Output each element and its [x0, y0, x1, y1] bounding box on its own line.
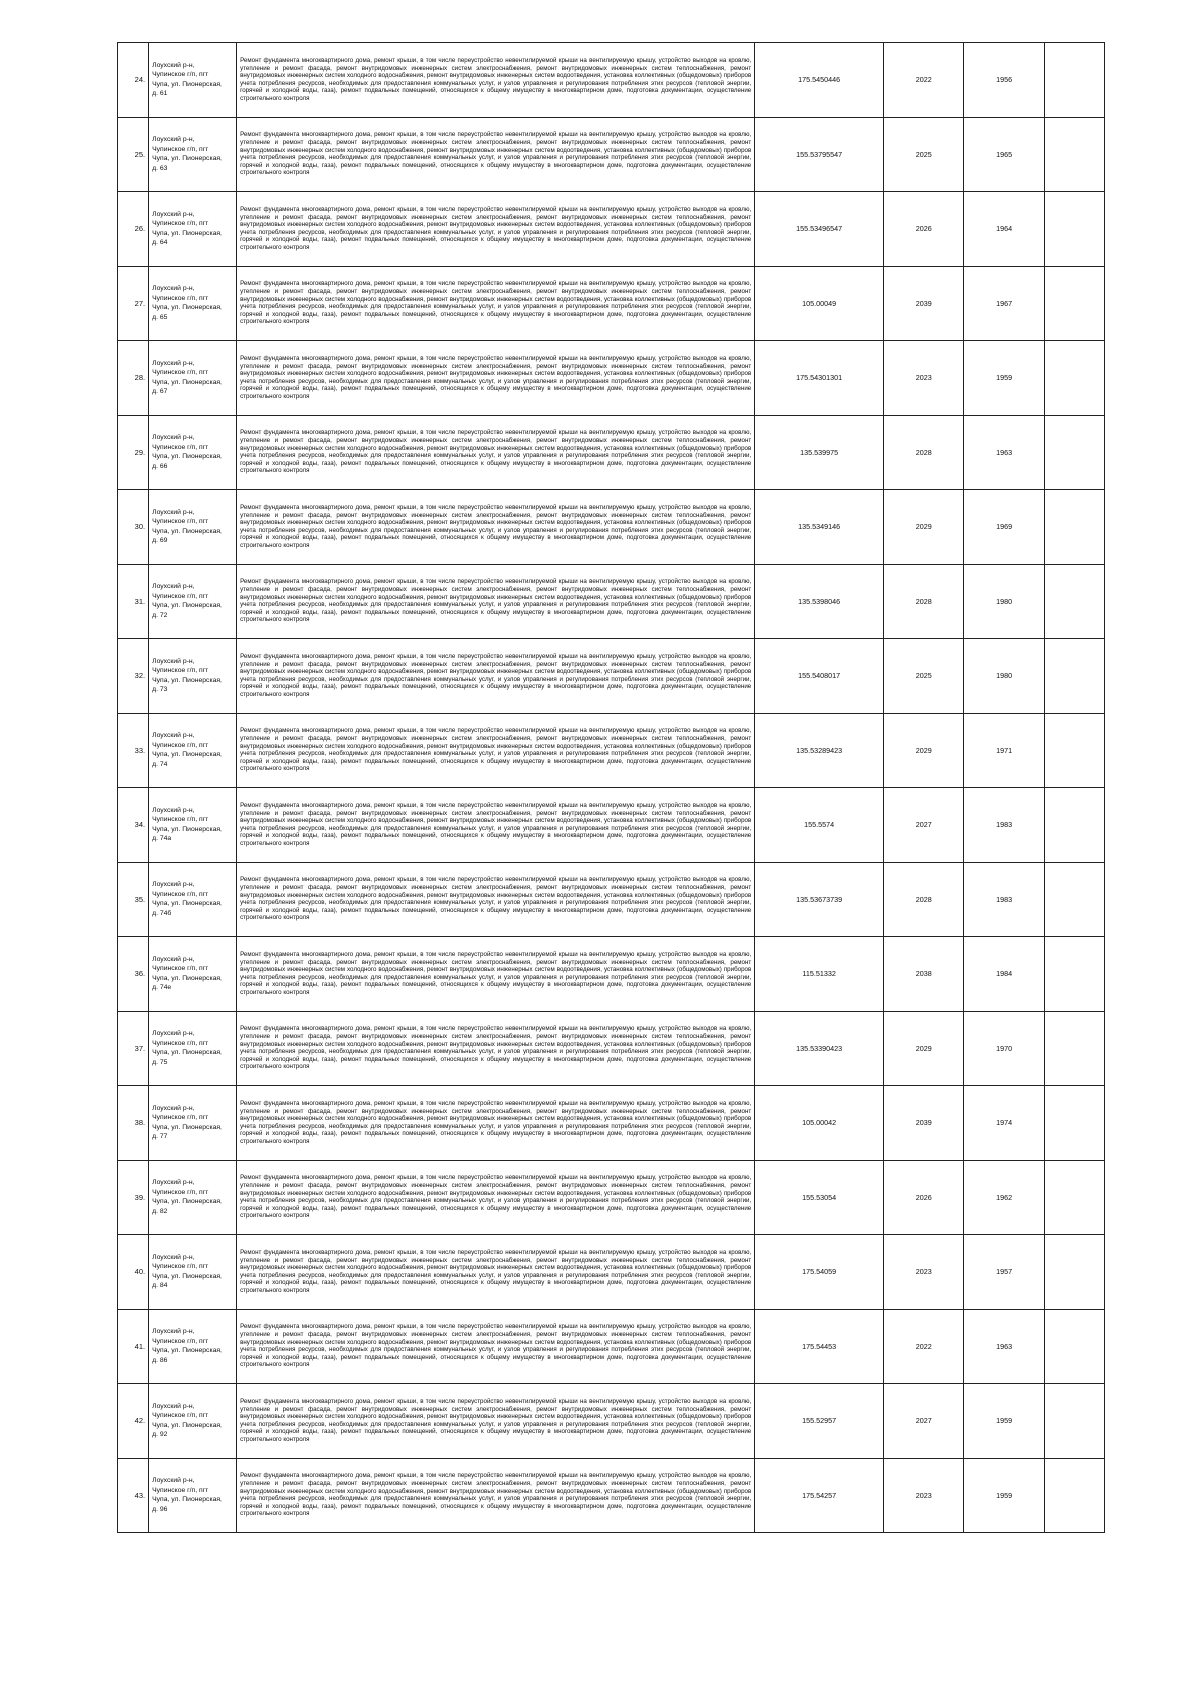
address-line: Лоухский р-н, — [152, 136, 195, 144]
address-line: Чупинское г/п, пгт — [152, 443, 209, 451]
work-description-cell: Ремонт фундамента многоквартирного дома, ремонт крыши, в том числе переустройство невентилируемой крыши на вентилируемую крышу, устройство выходов на кровлю, утепление и ремонт фасада, ремонт внутридомовых инженерных систем электроснабжения, ремонт внутридомовых инженерных систем теплоснабжения, ремонт внутридомовых инженерных систем холодного водоснабжения, ремонт внутридомовых инженерных систем водоотведения, установка коллективных (общедомовых) приборов учета потребления ресурсов, необходимых для предоставления коммунальных услуг, и узлов управления и регулирования потребления этих ресурсов (тепловой энергии, горячей и холодной воды, газа), ремонт подвальных помещений, относящихся к общему имуществу в многоквартирном доме, подготовка документации, осуществление строительного контроля — [237, 564, 755, 639]
address-cell — [149, 1235, 237, 1310]
address-line: Чупинское г/п, пгт — [152, 667, 209, 675]
build-year-cell: 1984 — [964, 937, 1044, 1012]
address-line: Чупинское г/п, пгт — [152, 71, 209, 79]
address-line: Чупинское г/п, пгт — [152, 592, 209, 600]
empty-cell — [1044, 788, 1104, 863]
address-line: д. 86 — [152, 1356, 168, 1364]
address-line: Чупа, ул. Пионерская, — [152, 1272, 222, 1280]
row-number-cell: 29. — [118, 415, 149, 490]
address-line: д. 96 — [152, 1505, 168, 1513]
table-row — [118, 564, 1105, 639]
address-line: Лоухский р-н, — [152, 955, 195, 963]
build-year-cell: 1965 — [964, 117, 1044, 192]
row-number-cell: 39. — [118, 1160, 149, 1235]
build-year-cell: 1963 — [964, 1309, 1044, 1384]
table-row — [118, 341, 1105, 416]
address-line: д. 66 — [152, 462, 168, 470]
cost-cell: 175.54453 — [755, 1309, 884, 1384]
repair-year-cell: 2023 — [883, 1458, 963, 1533]
row-number-cell: 40. — [118, 1235, 149, 1310]
address-line: Чупа, ул. Пионерская, — [152, 974, 222, 982]
build-year-cell: 1974 — [964, 1086, 1044, 1161]
empty-cell — [1044, 1011, 1104, 1086]
work-description-cell: Ремонт фундамента многоквартирного дома, ремонт крыши, в том числе переустройство невентилируемой крыши на вентилируемую крышу, устройство выходов на кровлю, утепление и ремонт фасада, ремонт внутридомовых инженерных систем электроснабжения, ремонт внутридомовых инженерных систем теплоснабжения, ремонт внутридомовых инженерных систем холодного водоснабжения, ремонт внутридомовых инженерных систем водоотведения, установка коллективных (общедомовых) приборов учета потребления ресурсов, необходимых для предоставления коммунальных услуг, и узлов управления и регулирования потребления этих ресурсов (тепловой энергии, горячей и холодной воды, газа), ремонт подвальных помещений, относящихся к общему имуществу в многоквартирном доме, подготовка документации, осуществление строительного контроля — [237, 1011, 755, 1086]
work-description-cell: Ремонт фундамента многоквартирного дома, ремонт крыши, в том числе переустройство невентилируемой крыши на вентилируемую крышу, устройство выходов на кровлю, утепление и ремонт фасада, ремонт внутридомовых инженерных систем электроснабжения, ремонт внутридомовых инженерных систем теплоснабжения, ремонт внутридомовых инженерных систем холодного водоснабжения, ремонт внутридомовых инженерных систем водоотведения, установка коллективных (общедомовых) приборов учета потребления ресурсов, необходимых для предоставления коммунальных услуг, и узлов управления и регулирования потребления этих ресурсов (тепловой энергии, горячей и холодной воды, газа), ремонт подвальных помещений, относящихся к общему имуществу в многоквартирном доме, подготовка документации, осуществление строительного контроля — [237, 266, 755, 341]
row-number-cell: 28. — [118, 341, 149, 416]
row-number-cell: 35. — [118, 862, 149, 937]
empty-cell — [1044, 1384, 1104, 1459]
cost-cell: 175.5450446 — [755, 43, 884, 118]
row-number-cell: 24. — [118, 43, 149, 118]
address-line: д. 63 — [152, 164, 168, 172]
address-line: д. 61 — [152, 90, 168, 98]
cost-cell: 155.5574 — [755, 788, 884, 863]
address-cell — [149, 1384, 237, 1459]
address-line: Чупа, ул. Пионерская, — [152, 453, 222, 461]
work-description-cell: Ремонт фундамента многоквартирного дома, ремонт крыши, в том числе переустройство невентилируемой крыши на вентилируемую крышу, устройство выходов на кровлю, утепление и ремонт фасада, ремонт внутридомовых инженерных систем электроснабжения, ремонт внутридомовых инженерных систем теплоснабжения, ремонт внутридомовых инженерных систем холодного водоснабжения, ремонт внутридомовых инженерных систем водоотведения, установка коллективных (общедомовых) приборов учета потребления ресурсов, необходимых для предоставления коммунальных услуг, и узлов управления и регулирования потребления этих ресурсов (тепловой энергии, горячей и холодной воды, газа), ремонт подвальных помещений, относящихся к общему имуществу в многоквартирном доме, подготовка документации, осуществление строительного контроля — [237, 1086, 755, 1161]
empty-cell — [1044, 862, 1104, 937]
work-description-cell: Ремонт фундамента многоквартирного дома, ремонт крыши, в том числе переустройство невентилируемой крыши на вентилируемую крышу, устройство выходов на кровлю, утепление и ремонт фасада, ремонт внутридомовых инженерных систем электроснабжения, ремонт внутридомовых инженерных систем теплоснабжения, ремонт внутридомовых инженерных систем холодного водоснабжения, ремонт внутридомовых инженерных систем водоотведения, установка коллективных (общедомовых) приборов учета потребления ресурсов, необходимых для предоставления коммунальных услуг, и узлов управления и регулирования потребления этих ресурсов (тепловой энергии, горячей и холодной воды, газа), ремонт подвальных помещений, относящихся к общему имуществу в многоквартирном доме, подготовка документации, осуществление строительного контроля — [237, 490, 755, 565]
work-description-cell: Ремонт фундамента многоквартирного дома, ремонт крыши, в том числе переустройство невентилируемой крыши на вентилируемую крышу, устройство выходов на кровлю, утепление и ремонт фасада, ремонт внутридомовых инженерных систем электроснабжения, ремонт внутридомовых инженерных систем теплоснабжения, ремонт внутридомовых инженерных систем холодного водоснабжения, ремонт внутридомовых инженерных систем водоотведения, установка коллективных (общедомовых) приборов учета потребления ресурсов, необходимых для предоставления коммунальных услуг, и узлов управления и регулирования потребления этих ресурсов (тепловой энергии, горячей и холодной воды, газа), ремонт подвальных помещений, относящихся к общему имуществу в многоквартирном доме, подготовка документации, осуществление строительного контроля — [237, 937, 755, 1012]
repair-year-cell: 2025 — [883, 639, 963, 714]
empty-cell — [1044, 713, 1104, 788]
cost-cell: 175.54257 — [755, 1458, 884, 1533]
table-row — [118, 1309, 1105, 1384]
address-line: Лоухский р-н, — [152, 657, 195, 665]
empty-cell — [1044, 1086, 1104, 1161]
address-line: Лоухский р-н, — [152, 806, 195, 814]
cost-cell: 155.52957 — [755, 1384, 884, 1459]
address-line: Лоухский р-н, — [152, 881, 195, 889]
address-cell — [149, 415, 237, 490]
empty-cell — [1044, 192, 1104, 267]
address-line: Лоухский р-н, — [152, 732, 195, 740]
address-line: Чупа, ул. Пионерская, — [152, 900, 222, 908]
table-row — [118, 1011, 1105, 1086]
empty-cell — [1044, 1160, 1104, 1235]
empty-cell — [1044, 1458, 1104, 1533]
address-cell — [149, 713, 237, 788]
address-line: Лоухский р-н, — [152, 583, 195, 591]
address-line: Лоухский р-н, — [152, 1402, 195, 1410]
table-row — [118, 1458, 1105, 1533]
address-cell — [149, 43, 237, 118]
address-line: Чупинское г/п, пгт — [152, 816, 209, 824]
repair-year-cell: 2026 — [883, 192, 963, 267]
address-line: д. 69 — [152, 537, 168, 545]
repair-year-cell: 2029 — [883, 490, 963, 565]
repair-year-cell: 2025 — [883, 117, 963, 192]
work-description-cell: Ремонт фундамента многоквартирного дома, ремонт крыши, в том числе переустройство невентилируемой крыши на вентилируемую крышу, устройство выходов на кровлю, утепление и ремонт фасада, ремонт внутридомовых инженерных систем электроснабжения, ремонт внутридомовых инженерных систем теплоснабжения, ремонт внутридомовых инженерных систем холодного водоснабжения, ремонт внутридомовых инженерных систем водоотведения, установка коллективных (общедомовых) приборов учета потребления ресурсов, необходимых для предоставления коммунальных услуг, и узлов управления и регулирования потребления этих ресурсов (тепловой энергии, горячей и холодной воды, газа), ремонт подвальных помещений, относящихся к общему имуществу в многоквартирном доме, подготовка документации, осуществление строительного контроля — [237, 341, 755, 416]
address-line: Чупа, ул. Пионерская, — [152, 80, 222, 88]
address-line: д. 64 — [152, 239, 168, 247]
address-line: Чупинское г/п, пгт — [152, 965, 209, 973]
address-line: д. 82 — [152, 1207, 168, 1215]
address-line: Чупа, ул. Пионерская, — [152, 1049, 222, 1057]
address-line: Чупа, ул. Пионерская, — [152, 1198, 222, 1206]
work-description-cell: Ремонт фундамента многоквартирного дома, ремонт крыши, в том числе переустройство невентилируемой крыши на вентилируемую крышу, устройство выходов на кровлю, утепление и ремонт фасада, ремонт внутридомовых инженерных систем электроснабжения, ремонт внутридомовых инженерных систем теплоснабжения, ремонт внутридомовых инженерных систем холодного водоснабжения, ремонт внутридомовых инженерных систем водоотведения, установка коллективных (общедомовых) приборов учета потребления ресурсов, необходимых для предоставления коммунальных услуг, и узлов управления и регулирования потребления этих ресурсов (тепловой энергии, горячей и холодной воды, газа), ремонт подвальных помещений, относящихся к общему имуществу в многоквартирном доме, подготовка документации, осуществление строительного контроля — [237, 1384, 755, 1459]
address-cell — [149, 117, 237, 192]
cost-cell: 155.5408017 — [755, 639, 884, 714]
address-line: д. 74е — [152, 984, 172, 992]
address-line: Лоухский р-н, — [152, 1253, 195, 1261]
build-year-cell: 1983 — [964, 788, 1044, 863]
table-row — [118, 713, 1105, 788]
cost-cell: 105.00042 — [755, 1086, 884, 1161]
address-cell — [149, 1458, 237, 1533]
address-cell — [149, 1309, 237, 1384]
address-line: д. 75 — [152, 1058, 168, 1066]
work-description-cell: Ремонт фундамента многоквартирного дома, ремонт крыши, в том числе переустройство невентилируемой крыши на вентилируемую крышу, устройство выходов на кровлю, утепление и ремонт фасада, ремонт внутридомовых инженерных систем электроснабжения, ремонт внутридомовых инженерных систем теплоснабжения, ремонт внутридомовых инженерных систем холодного водоснабжения, ремонт внутридомовых инженерных систем водоотведения, установка коллективных (общедомовых) приборов учета потребления ресурсов, необходимых для предоставления коммунальных услуг, и узлов управления и регулирования потребления этих ресурсов (тепловой энергии, горячей и холодной воды, газа), ремонт подвальных помещений, относящихся к общему имуществу в многоквартирном доме, подготовка документации, осуществление строительного контроля — [237, 713, 755, 788]
document-table-container — [117, 42, 1105, 1533]
work-description-cell: Ремонт фундамента многоквартирного дома, ремонт крыши, в том числе переустройство невентилируемой крыши на вентилируемую крышу, устройство выходов на кровлю, утепление и ремонт фасада, ремонт внутридомовых инженерных систем электроснабжения, ремонт внутридомовых инженерных систем теплоснабжения, ремонт внутридомовых инженерных систем холодного водоснабжения, ремонт внутридомовых инженерных систем водоотведения, установка коллективных (общедомовых) приборов учета потребления ресурсов, необходимых для предоставления коммунальных услуг, и узлов управления и регулирования потребления этих ресурсов (тепловой энергии, горячей и холодной воды, газа), ремонт подвальных помещений, относящихся к общему имуществу в многоквартирном доме, подготовка документации, осуществление строительного контроля — [237, 43, 755, 118]
address-line: Чупа, ул. Пионерская, — [152, 602, 222, 610]
build-year-cell: 1963 — [964, 415, 1044, 490]
address-line: Чупинское г/п, пгт — [152, 1486, 209, 1494]
work-description-cell: Ремонт фундамента многоквартирного дома, ремонт крыши, в том числе переустройство невентилируемой крыши на вентилируемую крышу, устройство выходов на кровлю, утепление и ремонт фасада, ремонт внутридомовых инженерных систем электроснабжения, ремонт внутридомовых инженерных систем теплоснабжения, ремонт внутридомовых инженерных систем холодного водоснабжения, ремонт внутридомовых инженерных систем водоотведения, установка коллективных (общедомовых) приборов учета потребления ресурсов, необходимых для предоставления коммунальных услуг, и узлов управления и регулирования потребления этих ресурсов (тепловой энергии, горячей и холодной воды, газа), ремонт подвальных помещений, относящихся к общему имуществу в многоквартирном доме, подготовка документации, осуществление строительного контроля — [237, 1309, 755, 1384]
row-number-cell: 34. — [118, 788, 149, 863]
address-line: Чупинское г/п, пгт — [152, 369, 209, 377]
address-line: д. 74 — [152, 760, 168, 768]
address-line: Чупа, ул. Пионерская, — [152, 825, 222, 833]
empty-cell — [1044, 266, 1104, 341]
address-line: д. 72 — [152, 611, 168, 619]
build-year-cell: 1980 — [964, 639, 1044, 714]
address-cell — [149, 490, 237, 565]
build-year-cell: 1959 — [964, 1458, 1044, 1533]
repair-year-cell: 2029 — [883, 713, 963, 788]
build-year-cell: 1980 — [964, 564, 1044, 639]
empty-cell — [1044, 1235, 1104, 1310]
repair-year-cell: 2022 — [883, 43, 963, 118]
cost-cell: 135.53390423 — [755, 1011, 884, 1086]
repair-year-cell: 2027 — [883, 1384, 963, 1459]
address-line: Лоухский р-н, — [152, 1030, 195, 1038]
repair-year-cell: 2029 — [883, 1011, 963, 1086]
address-line: Лоухский р-н, — [152, 1328, 195, 1336]
table-row — [118, 1160, 1105, 1235]
address-cell — [149, 192, 237, 267]
address-cell — [149, 1086, 237, 1161]
row-number-cell: 31. — [118, 564, 149, 639]
work-description-cell: Ремонт фундамента многоквартирного дома, ремонт крыши, в том числе переустройство невентилируемой крыши на вентилируемую крышу, устройство выходов на кровлю, утепление и ремонт фасада, ремонт внутридомовых инженерных систем электроснабжения, ремонт внутридомовых инженерных систем теплоснабжения, ремонт внутридомовых инженерных систем холодного водоснабжения, ремонт внутридомовых инженерных систем водоотведения, установка коллективных (общедомовых) приборов учета потребления ресурсов, необходимых для предоставления коммунальных услуг, и узлов управления и регулирования потребления этих ресурсов (тепловой энергии, горячей и холодной воды, газа), ремонт подвальных помещений, относящихся к общему имуществу в многоквартирном доме, подготовка документации, осуществление строительного контроля — [237, 639, 755, 714]
build-year-cell: 1962 — [964, 1160, 1044, 1235]
empty-cell — [1044, 43, 1104, 118]
repair-year-cell: 2038 — [883, 937, 963, 1012]
address-line: д. 74а — [152, 835, 172, 843]
build-year-cell: 1983 — [964, 862, 1044, 937]
address-line: Чупинское г/п, пгт — [152, 1039, 209, 1047]
empty-cell — [1044, 117, 1104, 192]
table-row — [118, 639, 1105, 714]
address-line: Чупинское г/п, пгт — [152, 145, 209, 153]
work-description-cell: Ремонт фундамента многоквартирного дома, ремонт крыши, в том числе переустройство невентилируемой крыши на вентилируемую крышу, устройство выходов на кровлю, утепление и ремонт фасада, ремонт внутридомовых инженерных систем электроснабжения, ремонт внутридомовых инженерных систем теплоснабжения, ремонт внутридомовых инженерных систем холодного водоснабжения, ремонт внутридомовых инженерных систем водоотведения, установка коллективных (общедомовых) приборов учета потребления ресурсов, необходимых для предоставления коммунальных услуг, и узлов управления и регулирования потребления этих ресурсов (тепловой энергии, горячей и холодной воды, газа), ремонт подвальных помещений, относящихся к общему имуществу в многоквартирном доме, подготовка документации, осуществление строительного контроля — [237, 415, 755, 490]
table-row — [118, 415, 1105, 490]
table-row — [118, 1086, 1105, 1161]
address-line: Чупинское г/п, пгт — [152, 1337, 209, 1345]
cost-cell: 155.53054 — [755, 1160, 884, 1235]
address-line: Лоухский р-н, — [152, 1104, 195, 1112]
repair-year-cell: 2023 — [883, 1235, 963, 1310]
row-number-cell: 26. — [118, 192, 149, 267]
address-cell — [149, 639, 237, 714]
repair-year-cell: 2028 — [883, 415, 963, 490]
capital-repair-table — [117, 42, 1105, 1533]
address-cell — [149, 1011, 237, 1086]
build-year-cell: 1967 — [964, 266, 1044, 341]
repair-year-cell: 2039 — [883, 266, 963, 341]
address-line: Чупинское г/п, пгт — [152, 1412, 209, 1420]
empty-cell — [1044, 1309, 1104, 1384]
build-year-cell: 1969 — [964, 490, 1044, 565]
empty-cell — [1044, 564, 1104, 639]
row-number-cell: 33. — [118, 713, 149, 788]
address-line: Чупинское г/п, пгт — [152, 1263, 209, 1271]
build-year-cell: 1957 — [964, 1235, 1044, 1310]
build-year-cell: 1959 — [964, 1384, 1044, 1459]
address-line: Чупа, ул. Пионерская, — [152, 676, 222, 684]
row-number-cell: 27. — [118, 266, 149, 341]
empty-cell — [1044, 639, 1104, 714]
address-line: Лоухский р-н, — [152, 285, 195, 293]
address-line: Чупинское г/п, пгт — [152, 518, 209, 526]
address-cell — [149, 788, 237, 863]
cost-cell: 135.5398046 — [755, 564, 884, 639]
repair-year-cell: 2028 — [883, 564, 963, 639]
address-line: Лоухский р-н, — [152, 508, 195, 516]
work-description-cell: Ремонт фундамента многоквартирного дома, ремонт крыши, в том числе переустройство невентилируемой крыши на вентилируемую крышу, устройство выходов на кровлю, утепление и ремонт фасада, ремонт внутридомовых инженерных систем электроснабжения, ремонт внутридомовых инженерных систем теплоснабжения, ремонт внутридомовых инженерных систем холодного водоснабжения, ремонт внутридомовых инженерных систем водоотведения, установка коллективных (общедомовых) приборов учета потребления ресурсов, необходимых для предоставления коммунальных услуг, и узлов управления и регулирования потребления этих ресурсов (тепловой энергии, горячей и холодной воды, газа), ремонт подвальных помещений, относящихся к общему имуществу в многоквартирном доме, подготовка документации, осуществление строительного контроля — [237, 192, 755, 267]
table-row — [118, 192, 1105, 267]
row-number-cell: 38. — [118, 1086, 149, 1161]
table-row — [118, 43, 1105, 118]
address-line: Чупа, ул. Пионерская, — [152, 1347, 222, 1355]
build-year-cell: 1956 — [964, 43, 1044, 118]
address-line: Чупинское г/п, пгт — [152, 1188, 209, 1196]
build-year-cell: 1970 — [964, 1011, 1044, 1086]
cost-cell: 155.53496547 — [755, 192, 884, 267]
row-number-cell: 32. — [118, 639, 149, 714]
work-description-cell: Ремонт фундамента многоквартирного дома, ремонт крыши, в том числе переустройство невентилируемой крыши на вентилируемую крышу, устройство выходов на кровлю, утепление и ремонт фасада, ремонт внутридомовых инженерных систем электроснабжения, ремонт внутридомовых инженерных систем теплоснабжения, ремонт внутридомовых инженерных систем холодного водоснабжения, ремонт внутридомовых инженерных систем водоотведения, установка коллективных (общедомовых) приборов учета потребления ресурсов, необходимых для предоставления коммунальных услуг, и узлов управления и регулирования потребления этих ресурсов (тепловой энергии, горячей и холодной воды, газа), ремонт подвальных помещений, относящихся к общему имуществу в многоквартирном доме, подготовка документации, осуществление строительного контроля — [237, 1458, 755, 1533]
table-row — [118, 266, 1105, 341]
address-cell — [149, 862, 237, 937]
table-row — [118, 788, 1105, 863]
address-line: Чупа, ул. Пионерская, — [152, 1496, 222, 1504]
address-line: Чупа, ул. Пионерская, — [152, 378, 222, 386]
table-row — [118, 1384, 1105, 1459]
address-cell — [149, 937, 237, 1012]
cost-cell: 135.539975 — [755, 415, 884, 490]
empty-cell — [1044, 937, 1104, 1012]
address-line: Чупа, ул. Пионерская, — [152, 751, 222, 759]
row-number-cell: 41. — [118, 1309, 149, 1384]
cost-cell: 105.00049 — [755, 266, 884, 341]
row-number-cell: 42. — [118, 1384, 149, 1459]
build-year-cell: 1959 — [964, 341, 1044, 416]
address-line: Лоухский р-н, — [152, 1179, 195, 1187]
table-row — [118, 490, 1105, 565]
address-line: Чупинское г/п, пгт — [152, 220, 209, 228]
cost-cell: 135.53673739 — [755, 862, 884, 937]
cost-cell: 135.5349146 — [755, 490, 884, 565]
repair-year-cell: 2027 — [883, 788, 963, 863]
address-line: д. 74б — [152, 909, 172, 917]
row-number-cell: 37. — [118, 1011, 149, 1086]
cost-cell: 155.53795547 — [755, 117, 884, 192]
empty-cell — [1044, 490, 1104, 565]
address-line: Чупа, ул. Пионерская, — [152, 1123, 222, 1131]
address-line: Лоухский р-н, — [152, 359, 195, 367]
address-line: Чупинское г/п, пгт — [152, 1114, 209, 1122]
work-description-cell: Ремонт фундамента многоквартирного дома, ремонт крыши, в том числе переустройство невентилируемой крыши на вентилируемую крышу, устройство выходов на кровлю, утепление и ремонт фасада, ремонт внутридомовых инженерных систем электроснабжения, ремонт внутридомовых инженерных систем теплоснабжения, ремонт внутридомовых инженерных систем холодного водоснабжения, ремонт внутридомовых инженерных систем водоотведения, установка коллективных (общедомовых) приборов учета потребления ресурсов, необходимых для предоставления коммунальных услуг, и узлов управления и регулирования потребления этих ресурсов (тепловой энергии, горячей и холодной воды, газа), ремонт подвальных помещений, относящихся к общему имуществу в многоквартирном доме, подготовка документации, осуществление строительного контроля — [237, 788, 755, 863]
address-line: Лоухский р-н, — [152, 1477, 195, 1485]
row-number-cell: 36. — [118, 937, 149, 1012]
address-line: д. 77 — [152, 1133, 168, 1141]
repair-year-cell: 2023 — [883, 341, 963, 416]
repair-year-cell: 2039 — [883, 1086, 963, 1161]
address-cell — [149, 341, 237, 416]
work-description-cell: Ремонт фундамента многоквартирного дома, ремонт крыши, в том числе переустройство невентилируемой крыши на вентилируемую крышу, устройство выходов на кровлю, утепление и ремонт фасада, ремонт внутридомовых инженерных систем электроснабжения, ремонт внутридомовых инженерных систем теплоснабжения, ремонт внутридомовых инженерных систем холодного водоснабжения, ремонт внутридомовых инженерных систем водоотведения, установка коллективных (общедомовых) приборов учета потребления ресурсов, необходимых для предоставления коммунальных услуг, и узлов управления и регулирования потребления этих ресурсов (тепловой энергии, горячей и холодной воды, газа), ремонт подвальных помещений, относящихся к общему имуществу в многоквартирном доме, подготовка документации, осуществление строительного контроля — [237, 862, 755, 937]
address-line: д. 65 — [152, 313, 168, 321]
empty-cell — [1044, 415, 1104, 490]
table-body — [118, 43, 1105, 1533]
repair-year-cell: 2022 — [883, 1309, 963, 1384]
address-line: Чупа, ул. Пионерская, — [152, 1421, 222, 1429]
table-row — [118, 862, 1105, 937]
address-line: Чупинское г/п, пгт — [152, 890, 209, 898]
address-line: Чупа, ул. Пионерская, — [152, 527, 222, 535]
cost-cell: 175.54301301 — [755, 341, 884, 416]
address-line: Лоухский р-н, — [152, 434, 195, 442]
empty-cell — [1044, 341, 1104, 416]
row-number-cell: 25. — [118, 117, 149, 192]
work-description-cell: Ремонт фундамента многоквартирного дома, ремонт крыши, в том числе переустройство невентилируемой крыши на вентилируемую крышу, устройство выходов на кровлю, утепление и ремонт фасада, ремонт внутридомовых инженерных систем электроснабжения, ремонт внутридомовых инженерных систем теплоснабжения, ремонт внутридомовых инженерных систем холодного водоснабжения, ремонт внутридомовых инженерных систем водоотведения, установка коллективных (общедомовых) приборов учета потребления ресурсов, необходимых для предоставления коммунальных услуг, и узлов управления и регулирования потребления этих ресурсов (тепловой энергии, горячей и холодной воды, газа), ремонт подвальных помещений, относящихся к общему имуществу в многоквартирном доме, подготовка документации, осуществление строительного контроля — [237, 1235, 755, 1310]
address-line: Чупинское г/п, пгт — [152, 741, 209, 749]
address-line: Чупинское г/п, пгт — [152, 294, 209, 302]
address-line: д. 67 — [152, 388, 168, 396]
repair-year-cell: 2028 — [883, 862, 963, 937]
build-year-cell: 1964 — [964, 192, 1044, 267]
table-row — [118, 937, 1105, 1012]
address-line: Чупа, ул. Пионерская, — [152, 229, 222, 237]
address-line: Чупа, ул. Пионерская, — [152, 304, 222, 312]
work-description-cell: Ремонт фундамента многоквартирного дома, ремонт крыши, в том числе переустройство невентилируемой крыши на вентилируемую крышу, устройство выходов на кровлю, утепление и ремонт фасада, ремонт внутридомовых инженерных систем электроснабжения, ремонт внутридомовых инженерных систем теплоснабжения, ремонт внутридомовых инженерных систем холодного водоснабжения, ремонт внутридомовых инженерных систем водоотведения, установка коллективных (общедомовых) приборов учета потребления ресурсов, необходимых для предоставления коммунальных услуг, и узлов управления и регулирования потребления этих ресурсов (тепловой энергии, горячей и холодной воды, газа), ремонт подвальных помещений, относящихся к общему имуществу в многоквартирном доме, подготовка документации, осуществление строительного контроля — [237, 117, 755, 192]
address-line: д. 92 — [152, 1431, 168, 1439]
cost-cell: 175.54059 — [755, 1235, 884, 1310]
build-year-cell: 1971 — [964, 713, 1044, 788]
address-line: Чупа, ул. Пионерская, — [152, 155, 222, 163]
table-row — [118, 117, 1105, 192]
table-row — [118, 1235, 1105, 1310]
address-cell — [149, 564, 237, 639]
cost-cell: 115.51332 — [755, 937, 884, 1012]
address-cell — [149, 1160, 237, 1235]
address-line: д. 84 — [152, 1282, 168, 1290]
repair-year-cell: 2026 — [883, 1160, 963, 1235]
address-line: д. 73 — [152, 686, 168, 694]
cost-cell: 135.53289423 — [755, 713, 884, 788]
address-cell — [149, 266, 237, 341]
work-description-cell: Ремонт фундамента многоквартирного дома, ремонт крыши, в том числе переустройство невентилируемой крыши на вентилируемую крышу, устройство выходов на кровлю, утепление и ремонт фасада, ремонт внутридомовых инженерных систем электроснабжения, ремонт внутридомовых инженерных систем теплоснабжения, ремонт внутридомовых инженерных систем холодного водоснабжения, ремонт внутридомовых инженерных систем водоотведения, установка коллективных (общедомовых) приборов учета потребления ресурсов, необходимых для предоставления коммунальных услуг, и узлов управления и регулирования потребления этих ресурсов (тепловой энергии, горячей и холодной воды, газа), ремонт подвальных помещений, относящихся к общему имуществу в многоквартирном доме, подготовка документации, осуществление строительного контроля — [237, 1160, 755, 1235]
address-line: Лоухский р-н, — [152, 210, 195, 218]
row-number-cell: 43. — [118, 1458, 149, 1533]
address-line: Лоухский р-н, — [152, 61, 195, 69]
row-number-cell: 30. — [118, 490, 149, 565]
